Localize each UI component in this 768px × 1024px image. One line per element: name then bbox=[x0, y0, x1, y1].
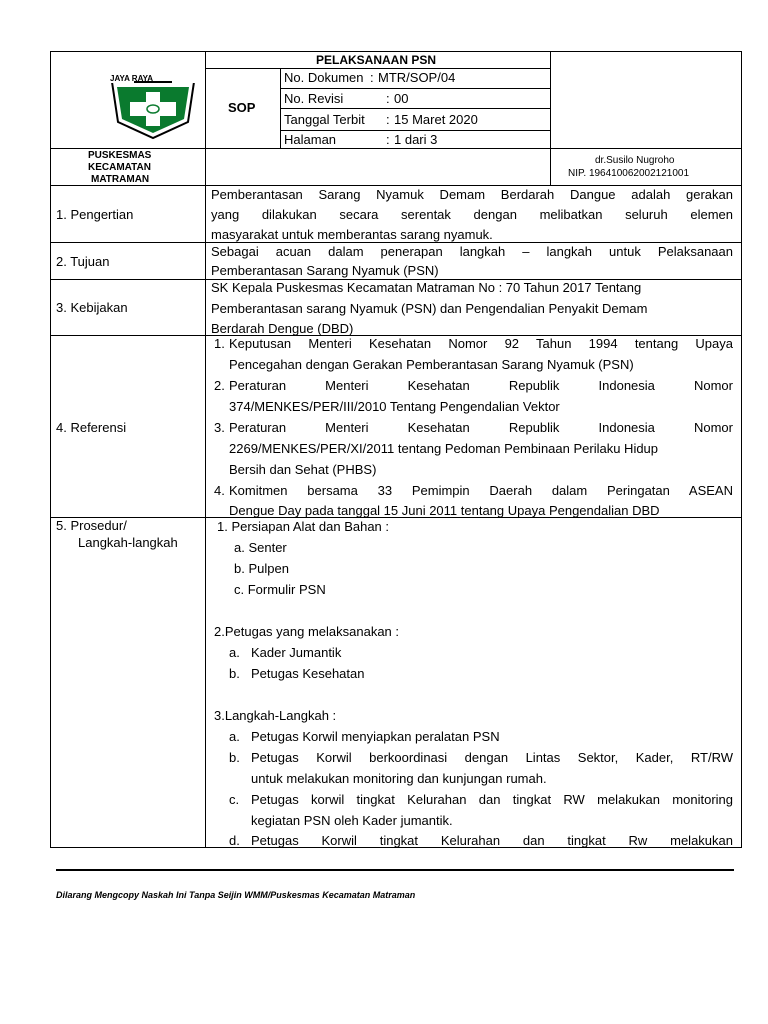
section-label: 3. Kebijakan bbox=[56, 300, 128, 315]
section-label: 1. Pengertian bbox=[56, 207, 134, 222]
list-item-line: Petugas Korwil menyiapkan peralatan PSN bbox=[251, 729, 500, 744]
section-label: 5. Prosedur/ bbox=[56, 518, 127, 533]
step-heading: 2.Petugas yang melaksanakan : bbox=[214, 624, 400, 639]
list-item-line: Keputusan Menteri Kesehatan Nomor 92 Tahun 1994 tentang Upaya bbox=[229, 336, 733, 351]
page-value: 1 dari 3 bbox=[394, 132, 438, 147]
list-letter: a. bbox=[229, 729, 240, 744]
sop-label: SOP bbox=[228, 100, 256, 115]
org-line-2: KECAMATAN bbox=[88, 162, 151, 173]
list-item: c. Formulir PSN bbox=[234, 582, 326, 597]
list-number: 1. bbox=[214, 336, 225, 351]
step-heading: 1. Persiapan Alat dan Bahan : bbox=[217, 519, 390, 534]
list-number: 4. bbox=[214, 483, 225, 498]
list-item-line: kegiatan PSN oleh Kader jumantik. bbox=[251, 813, 453, 828]
list-item: Petugas Kesehatan bbox=[251, 666, 365, 681]
section-label: 2. Tujuan bbox=[56, 254, 110, 269]
footer-notice: Dilarang Mengcopy Naskah Ini Tanpa Seijin WMM/Puskesmas Kecamatan Matraman bbox=[56, 890, 416, 900]
paragraph-line: masyarakat untuk memberantas sarang nyamuk. bbox=[211, 227, 493, 242]
list-number: 2. bbox=[214, 378, 225, 393]
doc-no-value: MTR/SOP/04 bbox=[378, 70, 456, 85]
issue-date-sep: : bbox=[386, 112, 390, 127]
doc-no-sep: : bbox=[370, 70, 374, 85]
list-item-line: untuk melakukan monitoring dan kunjungan rumah. bbox=[251, 771, 547, 786]
list-item-line: Bersih dan Sehat (PHBS) bbox=[229, 462, 377, 477]
doc-no-label: No. Dokumen bbox=[284, 70, 364, 85]
list-item-line: Komitmen bersama 33 Pemimpin Daerah dalam Peringatan ASEAN bbox=[229, 483, 733, 498]
page-sep: : bbox=[386, 132, 390, 147]
issue-date-label: Tanggal Terbit bbox=[284, 112, 365, 127]
list-letter: d. bbox=[229, 833, 240, 848]
document-title: PELAKSANAAN PSN bbox=[316, 53, 437, 67]
list-item-line: Petugas korwil tingkat Kelurahan dan tingkat RW melakukan monitoring bbox=[251, 792, 733, 807]
list-number: 3. bbox=[214, 420, 225, 435]
list-item-line: Dengue Day pada tanggal 15 Juni 2011 tentang Upaya Pengendalian DBD bbox=[229, 503, 660, 518]
list-letter: a. bbox=[229, 645, 240, 660]
list-letter: b. bbox=[229, 750, 240, 765]
list-item-line: Peraturan Menteri Kesehatan Republik Indonesia Nomor bbox=[229, 420, 733, 435]
paragraph-line: Sebagai acuan dalam penerapan langkah – langkah untuk Pelaksanaan bbox=[211, 244, 733, 259]
step-heading: 3.Langkah-Langkah : bbox=[214, 708, 337, 723]
logo-text: JAYA RAYA bbox=[110, 74, 153, 83]
list-item-line: 374/MENKES/PER/III/2010 Tentang Pengendalian Vektor bbox=[229, 399, 560, 414]
list-item: Kader Jumantik bbox=[251, 645, 342, 660]
org-line-3: MATRAMAN bbox=[91, 174, 150, 185]
issue-date-value: 15 Maret 2020 bbox=[394, 112, 478, 127]
list-item-line: Petugas Korwil tingkat Kelurahan dan tingkat Rw melakukan bbox=[251, 833, 733, 848]
list-item: b. Pulpen bbox=[234, 561, 289, 576]
org-line-1: PUSKESMAS bbox=[88, 150, 152, 161]
signer-name: dr.Susilo Nugroho bbox=[595, 155, 675, 166]
revision-sep: : bbox=[386, 91, 390, 106]
list-letter: b. bbox=[229, 666, 240, 681]
paragraph-line: yang dilakukan secara serentak dengan melibatkan seluruh elemen bbox=[211, 207, 733, 222]
revision-value: 00 bbox=[394, 91, 409, 106]
paragraph-line: SK Kepala Puskesmas Kecamatan Matraman No : 70 Tahun 2017 Tentang bbox=[211, 280, 642, 295]
list-item-line: Petugas Korwil berkoordinasi dengan Lintas Sektor, Kader, RT/RW bbox=[251, 750, 733, 765]
list-letter: c. bbox=[229, 792, 240, 807]
list-item-line: 2269/MENKES/PER/XI/2011 tentang Pedoman Pembinaan Perilaku Hidup bbox=[229, 441, 659, 456]
paragraph-line: Pemberantasan Sarang Nyamuk Demam Berdarah Dangue adalah gerakan bbox=[211, 187, 733, 202]
list-item-line: Pencegahan dengan Gerakan Pemberantasan Sarang Nyamuk (PSN) bbox=[229, 357, 634, 372]
section-label: 4. Referensi bbox=[56, 420, 127, 435]
footer-rule bbox=[56, 869, 734, 871]
section-label-2: Langkah-langkah bbox=[78, 535, 178, 550]
signer-nip: NIP. 196410062002121001 bbox=[568, 168, 690, 179]
puskesmas-logo bbox=[108, 74, 198, 140]
puskesmas-logo-icon bbox=[108, 74, 198, 140]
list-item-line: Peraturan Menteri Kesehatan Republik Indonesia Nomor bbox=[229, 378, 733, 393]
revision-label: No. Revisi bbox=[284, 91, 344, 106]
paragraph-line: Pemberantasan Sarang Nyamuk (PSN) bbox=[211, 263, 439, 278]
paragraph-line: Pemberantasan sarang Nyamuk (PSN) dan Pengendalian Penyakit Demam bbox=[211, 301, 648, 316]
page-label: Halaman bbox=[284, 132, 337, 147]
list-item: a. Senter bbox=[234, 540, 287, 555]
paragraph-line: Berdarah Dengue (DBD) bbox=[211, 321, 354, 336]
